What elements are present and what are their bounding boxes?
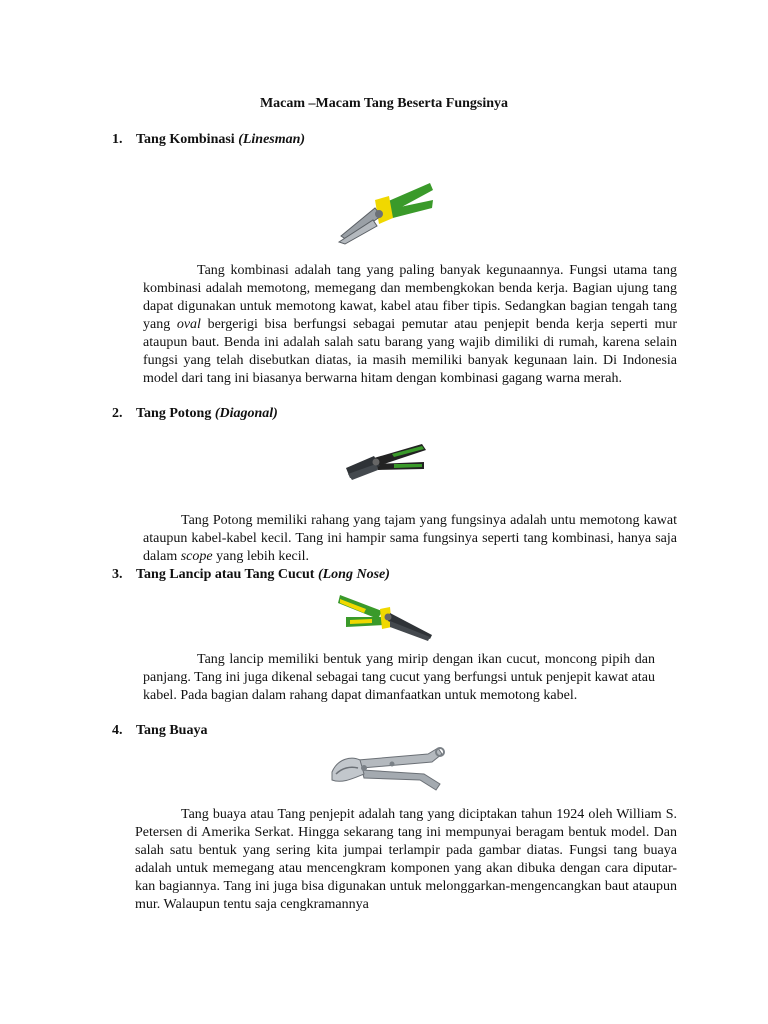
section-heading-lancip bbox=[112, 566, 390, 584]
paragraph-buaya: Tang buaya atau Tang penjepit adalah tang yang diciptakan tahun 1924 oleh William S. Petersen di Amerika Serkat. Hingga sekarang tang ini mempunyai beragam bentuk model. Dan salah satu bentuk yang sering kita jumpai terlampir pada gambar diatas. Fungsi tang buaya adalah untuk memegang atau mencengkram komponen yang akan dibuka dengan cara diputar-kan bagiannya. Tang ini juga bisa digunakan untuk melonggarkan-mengencangkan baut ataupun mur. Walaupun tentu saja cengkramannya bbox=[135, 807, 677, 912]
paragraph-kombinasi: Tang kombinasi adalah tang yang paling banyak kegunaannya. Fungsi utama tang kombinasi adalah memotong, memegang dan membengkokan benda kerja. Bagian ujung tang dapat digunakan untuk memotong kawat, kabel atau fiber tipis. Sedangkan bagian tengah tang yang oval bergerigi bisa berfungsi sebagai pemutar atau penjepit benda kerja seperti mur ataupun baut. Benda ini adalah salah satu barang yang wajib dimiliki di rumah, karena selain fungsi yang telah disebutkan diatas, ia masih memiliki banyak kegunaan lain. Di Indonesia model dari tang ini biasanya berwarna hitam dengan kombinasi gagang warna merah. bbox=[143, 263, 678, 386]
combination-pliers-image bbox=[335, 178, 435, 246]
locking-pliers-icon bbox=[328, 744, 446, 796]
diagonal-cutter-image bbox=[342, 438, 428, 484]
section-heading-buaya bbox=[112, 722, 207, 740]
section-number: 2. bbox=[112, 406, 123, 421]
section-name: Tang Lancip atau Tang Cucut bbox=[136, 567, 318, 582]
paragraph-potong: Tang Potong memiliki rahang yang tajam yang fungsinya adalah untu memotong kawat ataupun kabel-kabel kecil. Tang ini hampir sama fungsinya seperti tang kombinasi, hanya saja dalam scope yang lebih kecil. bbox=[143, 513, 677, 564]
diagonal-cutter-icon bbox=[342, 438, 428, 484]
section-number: 1. bbox=[112, 132, 123, 147]
section-heading-kombinasi bbox=[112, 131, 305, 149]
paragraph-lancip: Tang lancip memiliki bentuk yang mirip dengan ikan cucut, moncong pipih dan panjang. Tang ini juga dikenal sebagai tang cucut yang berfungsi untuk penjepit kawat atau kabel. Pada bagian dalam rahang dapat dimanfaatkan untuk memotong kabel. bbox=[143, 652, 655, 703]
long-nose-pliers-icon bbox=[336, 587, 434, 643]
section-alias: (Linesman) bbox=[238, 132, 306, 147]
locking-pliers-image bbox=[328, 744, 446, 796]
section-name: Tang Potong bbox=[136, 406, 215, 421]
section-alias: (Long Nose) bbox=[317, 567, 390, 582]
section-alias: (Diagonal) bbox=[214, 406, 278, 421]
section-name: Tang Kombinasi bbox=[136, 132, 239, 147]
section-number: 4. bbox=[112, 723, 123, 738]
section-name: Tang Buaya bbox=[136, 723, 208, 738]
page-title: Macam –Macam Tang Beserta Fungsinya bbox=[259, 96, 509, 111]
long-nose-pliers-image bbox=[336, 587, 434, 643]
combination-pliers-icon bbox=[335, 178, 435, 246]
section-heading-potong bbox=[112, 405, 278, 423]
section-number: 3. bbox=[112, 567, 123, 582]
